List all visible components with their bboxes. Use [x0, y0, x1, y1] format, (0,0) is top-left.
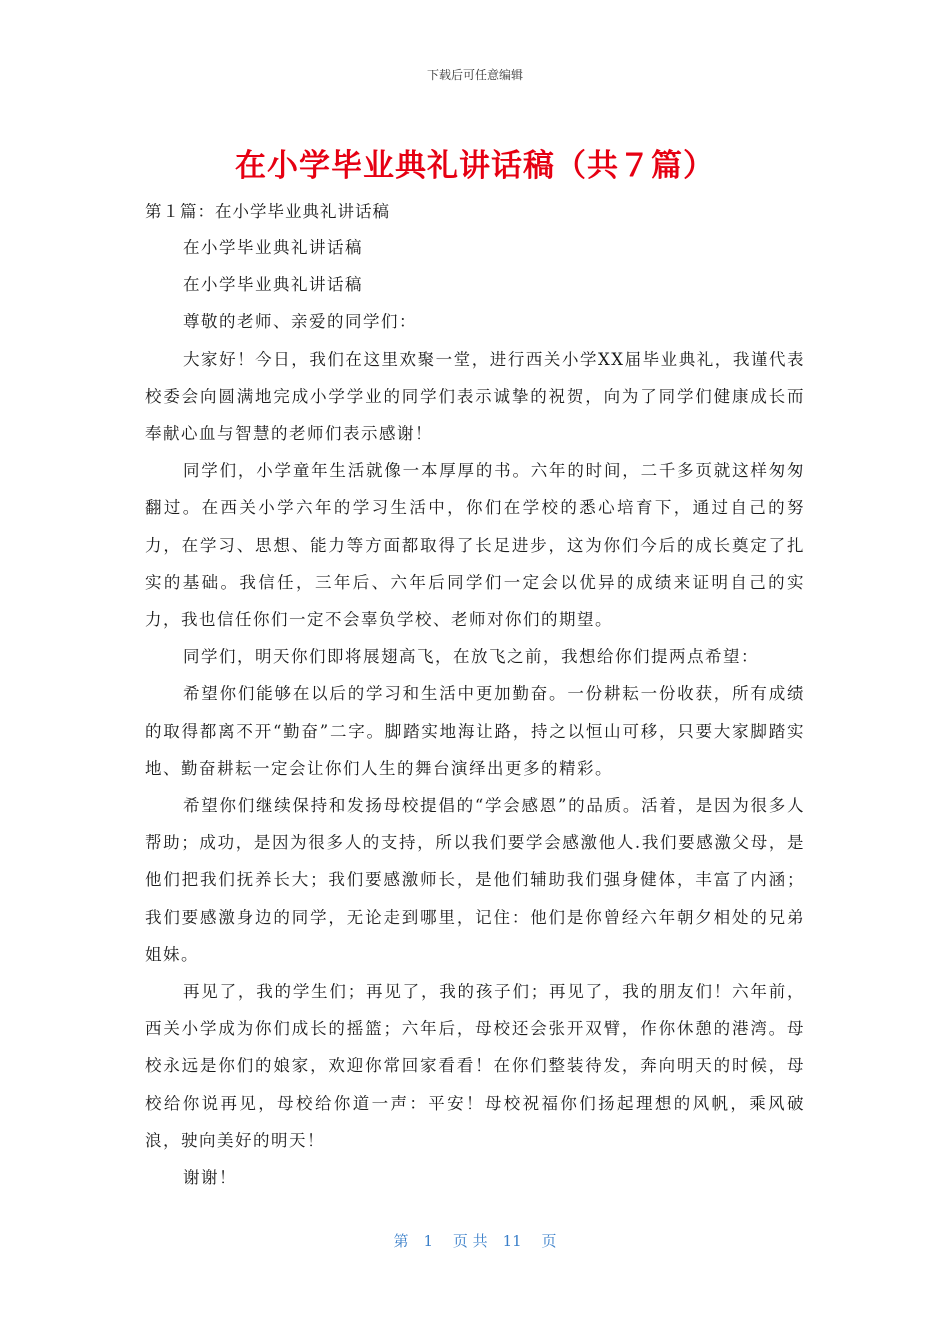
chapter-heading: 第１篇：在小学毕业典礼讲话稿 [145, 202, 390, 221]
page-footer: 第 1 页 共 11 页 [393, 1232, 557, 1250]
header-note: 下载后可任意编辑 [426, 68, 523, 82]
paragraph: 同学们，明天你们即将展翅高飞，在放飞之前，我想给你们提两点希望： [183, 647, 759, 667]
paragraph: 在小学毕业典礼讲话稿 [183, 275, 363, 295]
document-body [145, 229, 805, 1196]
paragraph: 希望你们能够在以后的学习和生活中更加勤奋。一份耕耘一份收获，所有成绩的取得都离不开“勤奋”二字。脚踏实地海让路，持之以恒山可移，只要大家脚踏实地、勤奋耕耘一定会让你们人生的舞台演绎出更多的精彩。 [145, 684, 805, 778]
paragraph: 再见了，我的学生们；再见了，我的孩子们；再见了，我的朋友们！六年前，西关小学成为你们成长的摇篮；六年后，母校还会张开双臂，作你休憩的港湾。母校永远是你们的娘家，欢迎你常回家看看！在你们整装待发，奔向明天的时候，母校给你说再见，母校给你道一声：平安！母校祝福你们扬起理想的风帆，乘风破浪，驶向美好的明天！ [145, 982, 805, 1150]
paragraph: 谢谢！ [183, 1168, 237, 1188]
paragraph: 大家好！今日，我们在这里欢聚一堂，进行西关小学XX届毕业典礼，我谨代表校委会向圆满地完成小学学业的同学们表示诚挚的祝贺，向为了同学们健康成长而奉献心血与智慧的老师们表示感谢！ [145, 349, 805, 444]
paragraph: 希望你们继续保持和发扬母校提倡的“学会感恩”的品质。活着，是因为很多人帮助；成功，是因为很多人的支持，所以我们要学会感激他人.我们要感激父母，是他们把我们抚养长大；我们要感激师长，是他们辅助我们强身健体，丰富了内涵；我们要感激身边的同学，无论走到哪里，记住：他们是你曾经六年朝夕相处的兄弟姐妹。 [145, 796, 805, 964]
paragraph: 尊敬的老师、亲爱的同学们： [183, 312, 417, 332]
paragraph: 在小学毕业典礼讲话稿 [183, 238, 363, 257]
document-title: 在小学毕业典礼讲话稿（共７篇） [235, 148, 715, 184]
paragraph: 同学们，小学童年生活就像一本厚厚的书。六年的时间，二千多页就这样匆匆翻过。在西关小学六年的学习生活中，你们在学校的悉心培育下，通过自己的努力，在学习、思想、能力等方面都取得了长足进步，这为你们今后的成长奠定了扎实的基础。我信任，三年后、六年后同学们一定会以优异的成绩来证明自己的实力，我也信任你们一定不会辜负学校、老师对你们的期望。 [145, 461, 805, 630]
